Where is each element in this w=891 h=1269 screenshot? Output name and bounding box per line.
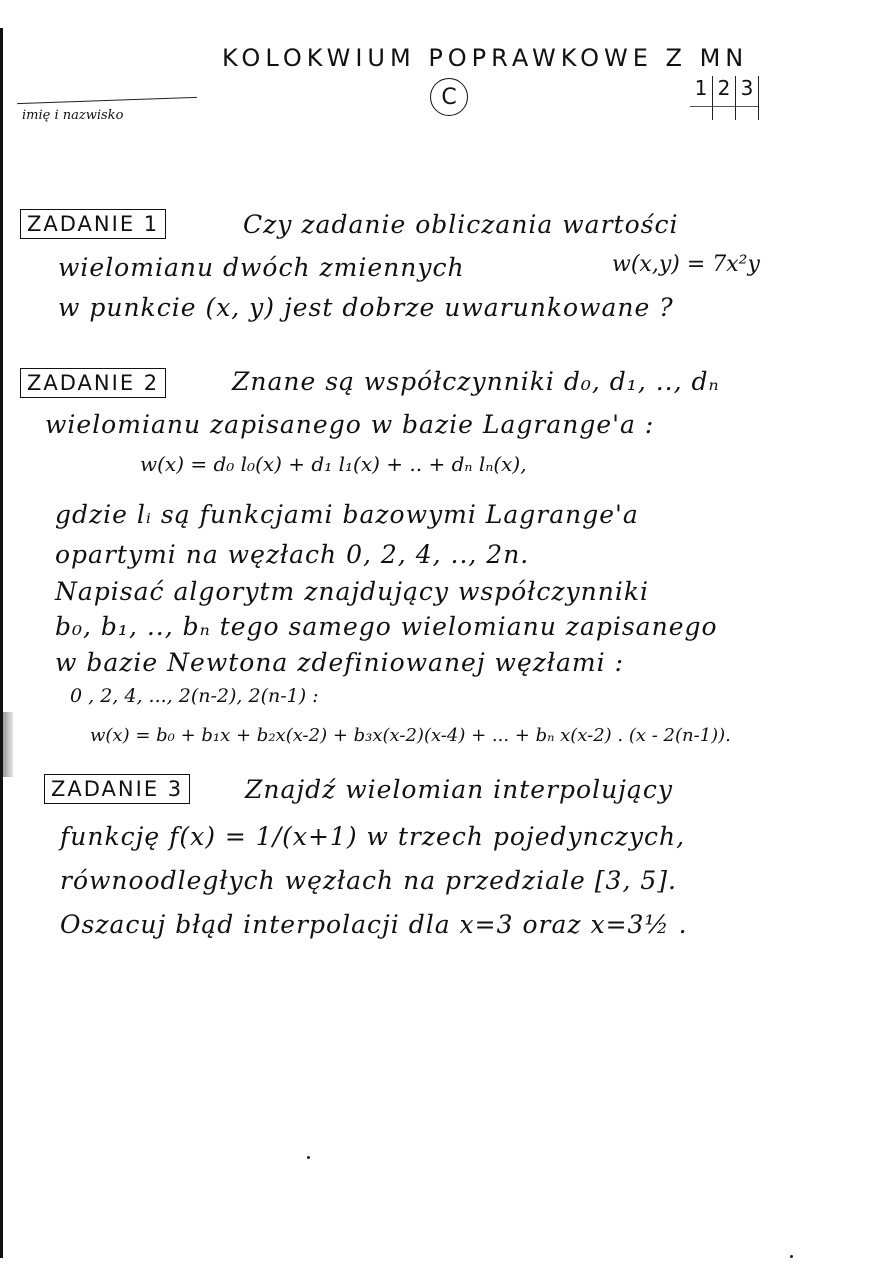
scan-speck: [790, 1255, 793, 1258]
task-2-line-8: w bazie Newtona zdefiniowanej węzłami :: [55, 648, 624, 677]
task-3-line-3: równoodległych węzłach na przedziale [3, 5].: [60, 866, 677, 895]
task-3-line-4: Oszacuj błąd interpolacji dla x=3 oraz x=3½ .: [60, 910, 688, 939]
score-grid: [690, 76, 759, 107]
scan-smudge: [3, 712, 13, 777]
score-cell-3: 3: [736, 76, 759, 120]
name-signature-line: [17, 97, 197, 104]
task-1-formula: w(x,y) = 7x²y: [612, 252, 760, 277]
scan-speck: [307, 1156, 310, 1159]
task-2-line-6: Napisać algorytm znajdujący współczynniki: [55, 577, 649, 606]
score-cell-1: 1: [690, 76, 713, 120]
task-1-line-1: Czy zadanie obliczania wartości: [243, 210, 679, 239]
task-1-line-2: wielomianu dwóch zmiennych: [58, 253, 465, 282]
task-2-line-2: wielomianu zapisanego w bazie Lagrange'a :: [45, 410, 655, 439]
variant-badge: [430, 78, 468, 116]
task-2-line-7: b₀, b₁, .., bₙ tego samego wielomianu zapisanego: [55, 612, 718, 641]
task-2-nodes: 0 , 2, 4, ..., 2(n-2), 2(n-1) :: [70, 685, 319, 707]
task-2-label: ZADANIE 2: [20, 368, 166, 398]
score-cell-2: 2: [713, 76, 736, 120]
task-2-lagrange-formula: w(x) = d₀ l₀(x) + d₁ l₁(x) + .. + dₙ lₙ(x),: [140, 452, 527, 476]
task-2-line-5: opartymi na węzłach 0, 2, 4, .., 2n.: [55, 540, 530, 569]
task-2-line-1: Znane są współczynniki d₀, d₁, .., dₙ: [232, 367, 720, 396]
task-3-line-2: funkcję f(x) = 1/(x+1) w trzech pojedynczych,: [60, 822, 686, 851]
variant-letter: C: [441, 84, 457, 110]
task-3-line-1: Znajdź wielomian interpolujący: [245, 775, 673, 804]
task-2-newton-formula: w(x) = b₀ + b₁x + b₂x(x-2) + b₃x(x-2)(x-4) + ... + bₙ x(x-2) . (x - 2(n-1)).: [90, 725, 731, 746]
scan-edge-shadow: [0, 28, 3, 1258]
task-2-line-4: gdzie lᵢ są funkcjami bazowymi Lagrange'a: [55, 500, 639, 529]
task-1-line-3: w punkcie (x, y) jest dobrze uwarunkowane ?: [58, 293, 674, 322]
exam-title: KOLOKWIUM POPRAWKOWE Z MN: [222, 44, 749, 72]
task-3-label: ZADANIE 3: [44, 774, 190, 804]
task-1-label: ZADANIE 1: [20, 209, 166, 239]
name-field-label: imię i nazwisko: [22, 108, 124, 123]
